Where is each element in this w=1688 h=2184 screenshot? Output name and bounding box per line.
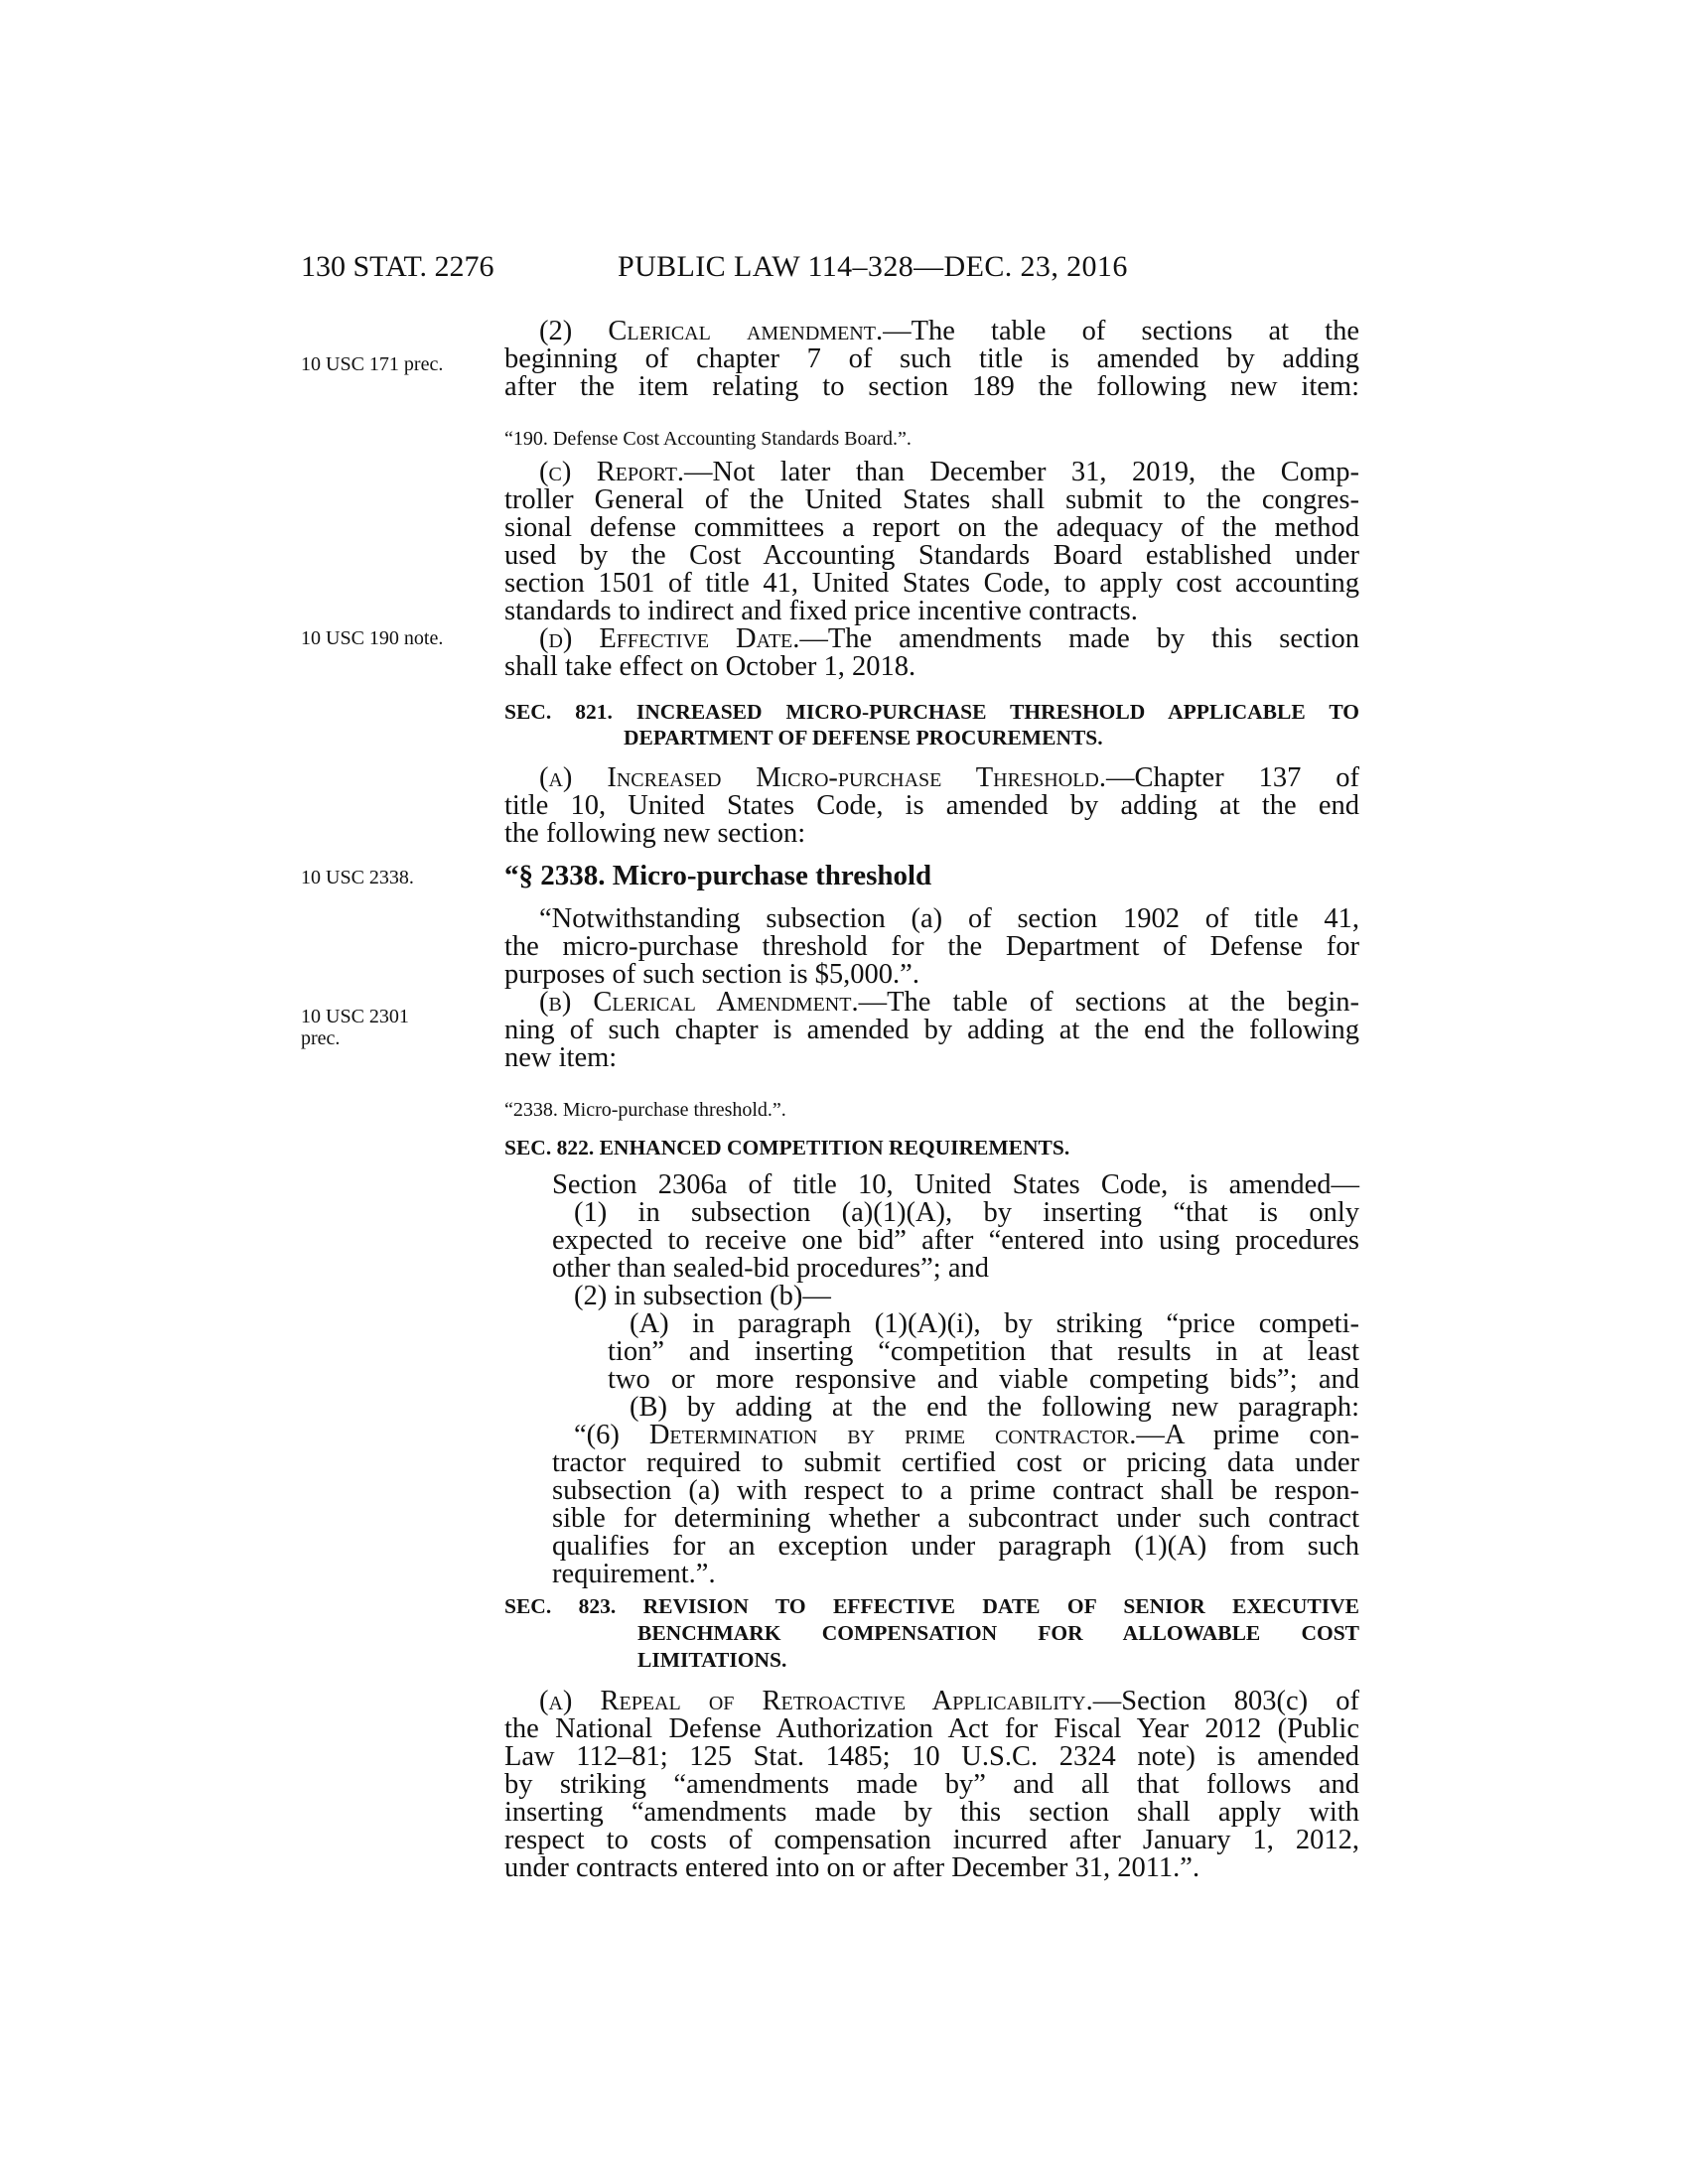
section-heading: SEC. 821. INCREASED MICRO-PURCHASE THRESHOLD APPLICABLE TO	[504, 700, 1359, 724]
paragraph-line: tractor required to submit certified cost or pricing data under	[552, 1447, 1359, 1478]
paragraph-line: (2) Clerical amendment.—The table of sections at the	[539, 316, 1359, 346]
paragraph-line: troller General of the United States shall submit to the congres-	[504, 484, 1359, 515]
paragraph-line: beginning of chapter 7 of such title is amended by adding	[504, 343, 1359, 374]
page-law-header: PUBLIC LAW 114–328—DEC. 23, 2016	[618, 250, 1128, 283]
paragraph-line: “Notwithstanding subsection (a) of section 1902 of title 41,	[539, 903, 1359, 934]
paragraph-line: the micro-purchase threshold for the Department of Defense for	[504, 931, 1359, 962]
paragraph-line: respect to costs of compensation incurred after January 1, 2012,	[504, 1825, 1359, 1855]
paragraph-line: (a) Increased Micro-purchase Threshold.—Chapter 137 of	[539, 762, 1359, 793]
paragraph-line: (B) by adding at the end the following new paragraph:	[630, 1392, 1359, 1423]
margin-note: 10 USC 2301	[301, 1006, 409, 1027]
paragraph-line: other than sealed-bid procedures”; and	[552, 1253, 989, 1284]
paragraph-line: (1) in subsection (a)(1)(A), by inserting “that is only	[574, 1197, 1359, 1228]
paragraph-line: subsection (a) with respect to a prime contract shall be respon-	[552, 1475, 1359, 1506]
section-heading: SEC. 823. REVISION TO EFFECTIVE DATE OF SENIOR EXECUTIVE	[504, 1594, 1359, 1618]
paragraph-line: requirement.”.	[552, 1559, 716, 1589]
paragraph-line: qualifies for an exception under paragraph (1)(A) from such	[552, 1531, 1359, 1562]
paragraph-line: (A) in paragraph (1)(A)(i), by striking “price competi-	[630, 1308, 1359, 1339]
paragraph-line: tion” and inserting “competition that results in at least	[608, 1336, 1359, 1367]
paragraph-line: Law 112–81; 125 Stat. 1485; 10 U.S.C. 2324 note) is amended	[504, 1741, 1359, 1772]
paragraph-line: “(6) Determination by prime contractor.—A prime con-	[574, 1420, 1359, 1450]
paragraph-line: used by the Cost Accounting Standards Board established under	[504, 540, 1359, 571]
paragraph-line: (a) Repeal of Retroactive Applicability.—Section 803(c) of	[539, 1686, 1360, 1716]
paragraph-line: sional defense committees a report on the adequacy of the method	[504, 512, 1359, 543]
section-heading: BENCHMARK COMPENSATION FOR ALLOWABLE COST	[637, 1621, 1359, 1645]
table-of-sections-item: “2338. Micro-purchase threshold.”.	[504, 1099, 786, 1121]
paragraph-line: ning of such chapter is amended by adding at the end the following	[504, 1015, 1359, 1045]
paragraph-line: after the item relating to section 189 the following new item:	[504, 371, 1359, 402]
paragraph-line: (d) Effective Date.—The amendments made by this section	[539, 623, 1359, 654]
paragraph-line: new item:	[504, 1042, 618, 1073]
page-stat-citation: 130 STAT. 2276	[301, 250, 494, 283]
paragraph-line: two or more responsive and viable competing bids”; and	[608, 1364, 1359, 1395]
paragraph-line: the National Defense Authorization Act for Fiscal Year 2012 (Public	[504, 1713, 1359, 1744]
paragraph-line: by striking “amendments made by” and all that follows and	[504, 1769, 1359, 1800]
paragraph-line: (b) Clerical Amendment.—The table of sections at the begin-	[539, 987, 1359, 1018]
paragraph-line: purposes of such section is $5,000.”.	[504, 959, 919, 990]
paragraph-line: shall take effect on October 1, 2018.	[504, 651, 916, 682]
paragraph-line: Section 2306a of title 10, United States Code, is amended—	[552, 1169, 1359, 1200]
section-heading: DEPARTMENT OF DEFENSE PROCUREMENTS.	[624, 726, 1103, 750]
paragraph-line: the following new section:	[504, 818, 806, 849]
paragraph-line: section 1501 of title 41, United States Code, to apply cost accounting	[504, 568, 1359, 599]
paragraph-line: sible for determining whether a subcontract under such contract	[552, 1503, 1359, 1534]
paragraph-line: (c) Report.—Not later than December 31, 2019, the Comp-	[539, 457, 1359, 487]
section-heading: SEC. 822. ENHANCED COMPETITION REQUIREMENTS.	[504, 1136, 1070, 1160]
section-heading: LIMITATIONS.	[637, 1648, 787, 1672]
paragraph-line: title 10, United States Code, is amended by adding at the end	[504, 790, 1359, 821]
code-section-title: “§ 2338. Micro-purchase threshold	[504, 860, 932, 891]
margin-note: 10 USC 190 note.	[301, 627, 444, 649]
table-of-sections-item: “190. Defense Cost Accounting Standards Board.”.	[504, 428, 912, 450]
paragraph-line: (2) in subsection (b)—	[574, 1281, 831, 1311]
paragraph-line: under contracts entered into on or after December 31, 2011.”.	[504, 1852, 1200, 1883]
margin-note: prec.	[301, 1027, 341, 1049]
paragraph-line: inserting “amendments made by this section shall apply with	[504, 1797, 1359, 1828]
margin-note: 10 USC 171 prec.	[301, 353, 444, 375]
paragraph-line: expected to receive one bid” after “entered into using procedures	[552, 1225, 1359, 1256]
margin-note: 10 USC 2338.	[301, 867, 414, 888]
paragraph-line: standards to indirect and fixed price incentive contracts.	[504, 596, 1138, 626]
